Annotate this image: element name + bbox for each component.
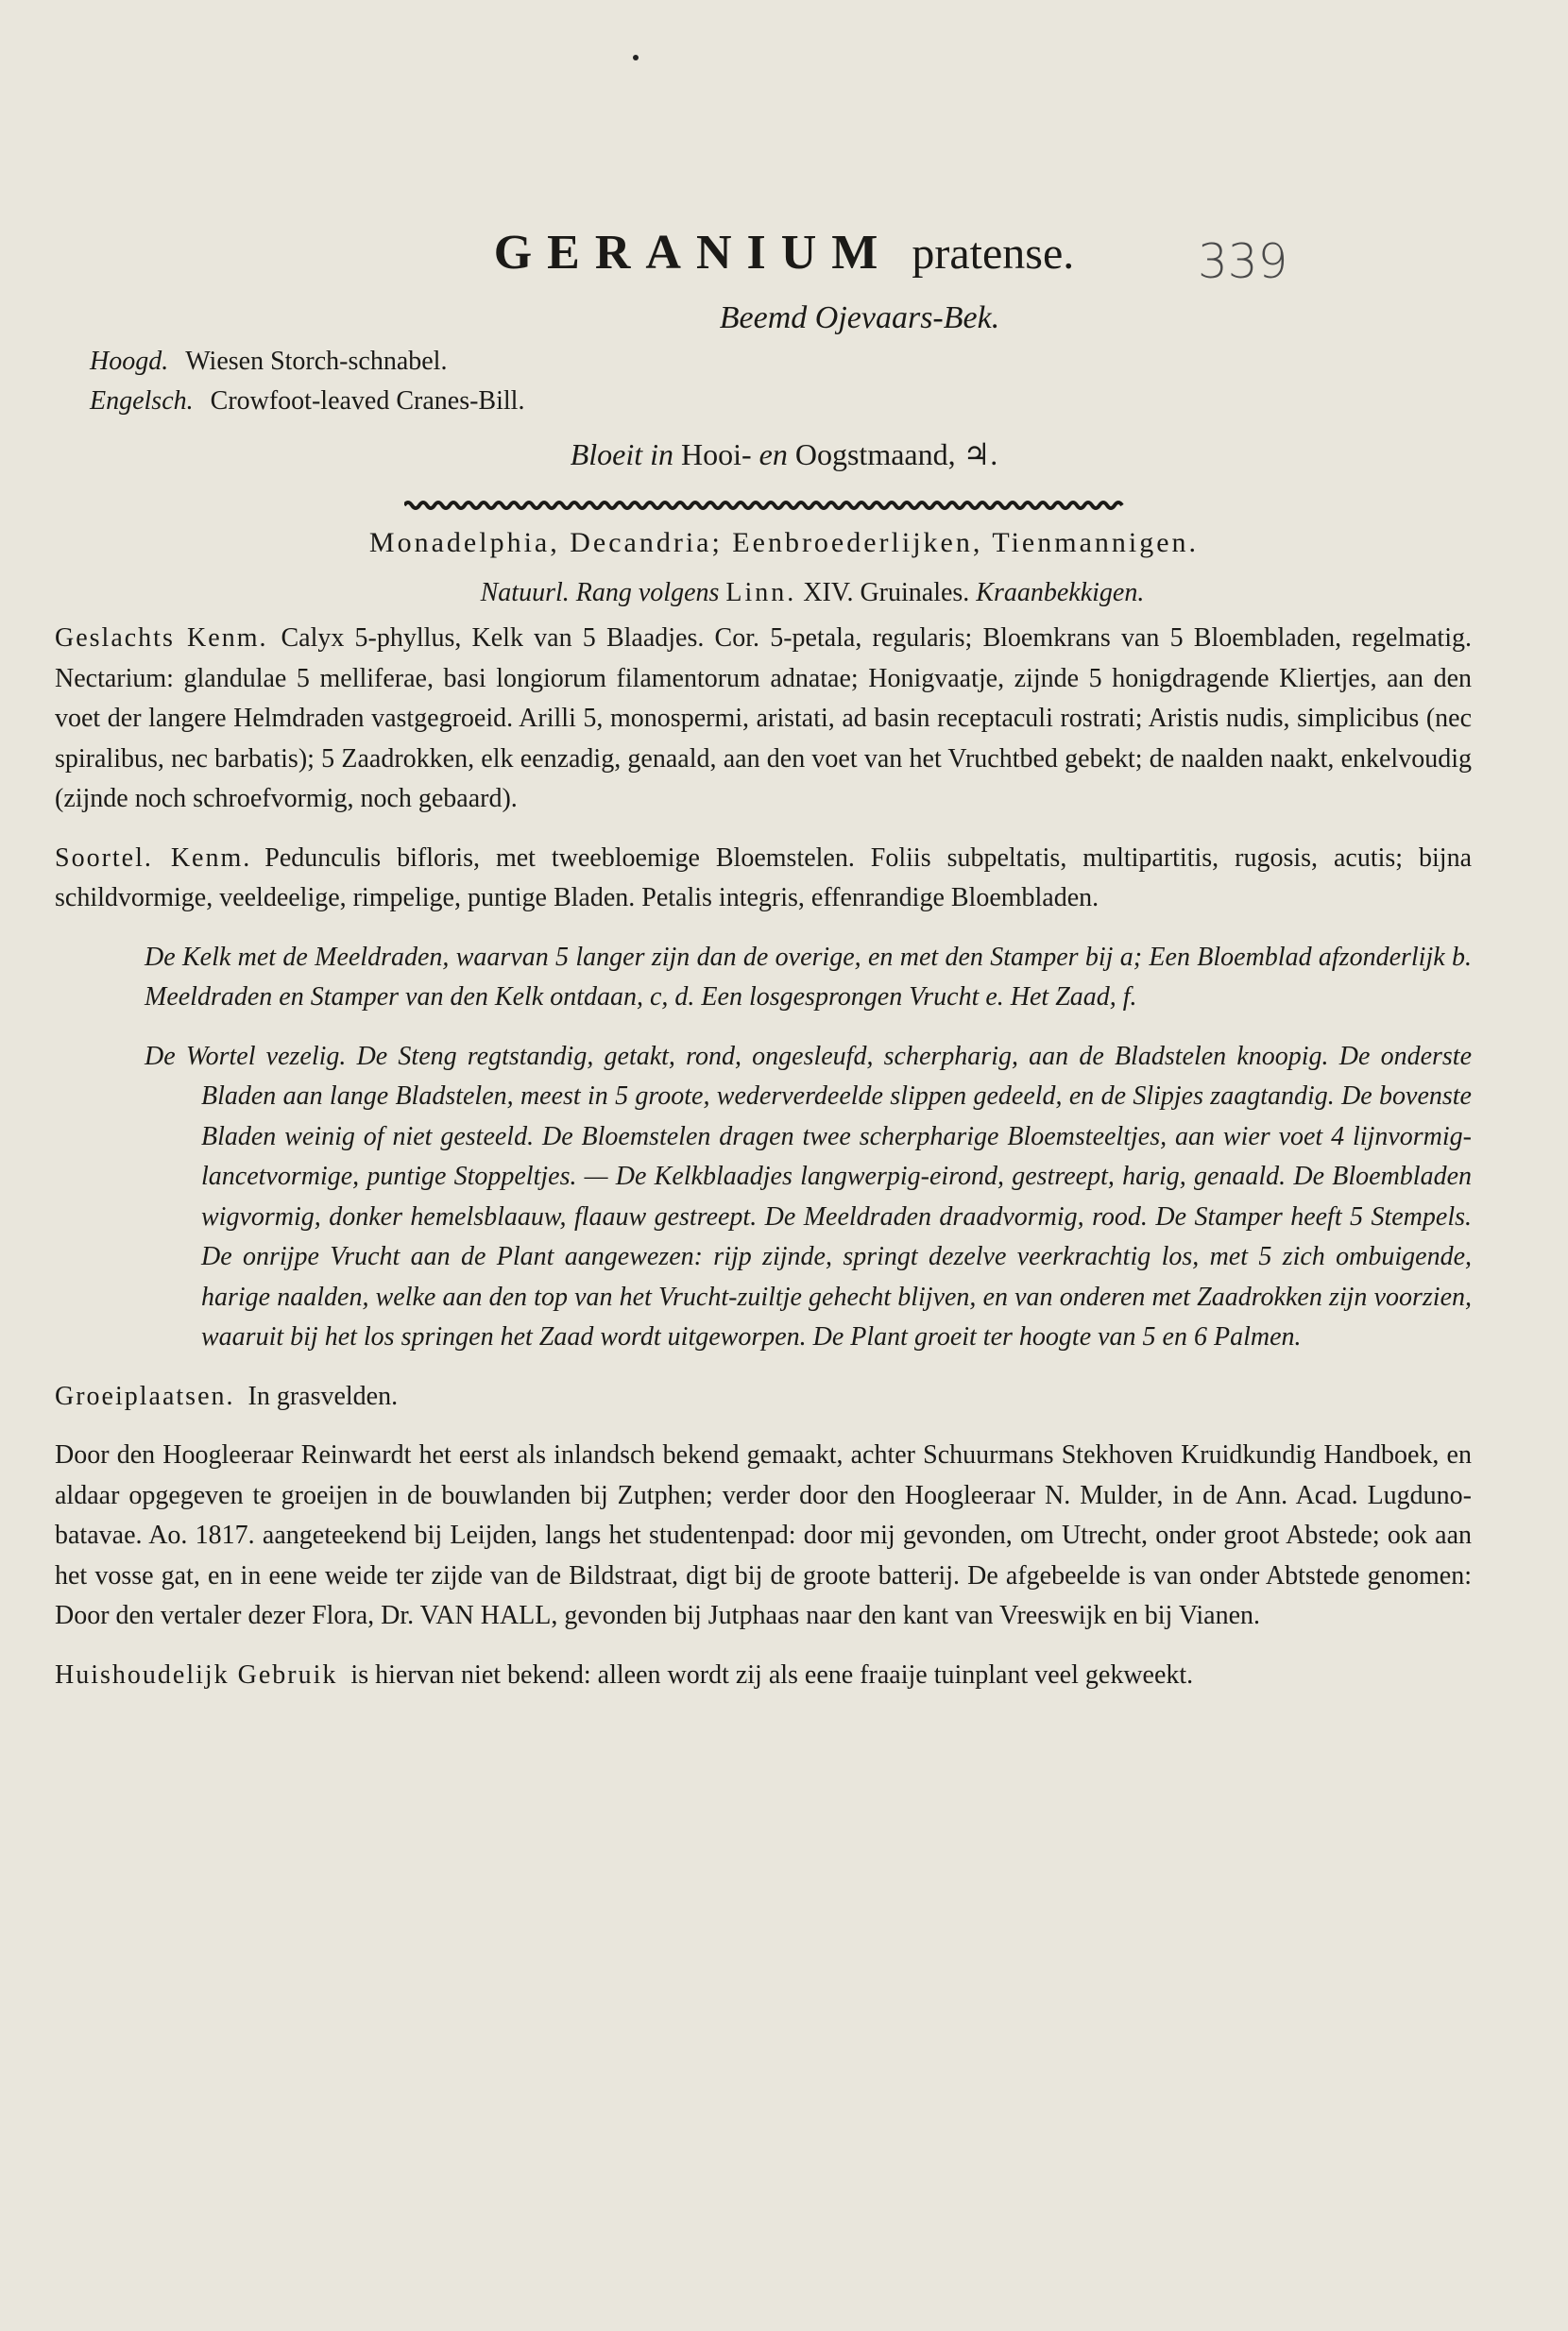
section-label: Soortel. Kenm. — [55, 842, 252, 873]
section-label: Geslachts Kenm. — [55, 623, 268, 653]
rank-number: XIV. — [803, 578, 854, 607]
section-label: Huishoudelijk Gebruik — [55, 1659, 338, 1690]
linnaean-classification: Monadelphia, Decandria; Eenbroederlijken, Tienmannigen. — [368, 527, 1200, 558]
bloom-period — [0, 436, 1568, 472]
section-text: In grasvelden. — [247, 1381, 399, 1411]
bloom-prefix: Bloeit in — [570, 437, 673, 471]
habitat — [55, 1377, 1472, 1418]
section-text: Pedunculis bifloris, met tweebloemige Bloemstelen. Foliis subpeltatis, multipartitis, rugosis, acutis; bijna schildvormige, veeldeelige, rimpelige, puntige Bladen. Petalis integris, effenrandige Bloembladen. — [55, 842, 1472, 912]
distribution: Door den Hoogleeraar Reinwardt het eerst als inlandsch bekend gemaakt, achter Schuurmans Stekhoven Kruidkundig Handboek, en aldaar opgegeven te groeijen in de bouwlanden bij Zutphen; verder door den Hoogleeraar N. Mulder, in de Ann. Acad. Lugduno-batavae. Ao. 1817. aangeteekend bij Leijden, langs het studentenpad: door mij gevonden, om Utrecht, onder groot Abstede; ook aan het vosse gat, en in eene weide ter zijde van de Bildstraat, digt bij de groote batterij. De afgebeelde is van onder Abtstede genomen: Door den vertaler dezer Flora, Dr. VAN HALL, gevonden bij Jutphaas naar den kant van Vreeswijk en bij Vianen. — [55, 1440, 1472, 1630]
common-name-german — [90, 342, 524, 382]
figure-legend: De Kelk met de Meeldraden, waarvan 5 langer zijn dan de overige, en met den Stamper bij a; Een Bloemblad afzonderlijk b. Meeldraden en Stamper van den Kelk ontdaan, c, d. Een losgesprongen Vrucht e. Het Zaad, f. — [145, 942, 1472, 1012]
section-text: is hiervan niet bekend: alleen wordt zij als eene fraaije tuinplant veel gekweekt. — [350, 1659, 1194, 1690]
bloom-month-b: Oogstmaand — [794, 437, 948, 471]
rank-family-latin: Gruinales. — [860, 578, 970, 607]
plant-description: De Wortel vezelig. De Steng regtstandig, getakt, rond, ongesleufd, scherpharig, aan de Bladstelen knoopig. De onderste Bladen aan lange Bladstelen, meest in 5 groote, wederverdeelde slippen gedeeld, en de Slipjes zaagtandig. De bovenste Bladen weinig of niet gesteeld. De Bloemstelen dragen twee scherpharige Bloemsteeltjes, aan wier voet 4 lijnvormig-lancetvormige, puntige Stoppeltjes. — De Kelkblaadjes langwerpig-eirond, gestreept, harig, genaald. De Bloembladen wigvormig, donker hemelsblaauw, flaauw gestreept. De Meeldraden draadvormig, rood. De Stamper heeft 5 Stempels. De onrijpe Vrucht aan de Plant aangewezen: rijp zijnde, springt dezelve veerkrachtig los, met 5 zich ombuigende, harige naalden, welke aan den top van het Vrucht-zuiltje gehecht blijven, en van onderen met Zaadrokken zijn voorzien, waaruit bij het los springen het Zaad wordt uitgeworpen. De Plant groeit ter hoogte van 5 en 6 Palmen. — [145, 1041, 1472, 1352]
rank-family-dutch: Kraanbekkigen. — [976, 578, 1145, 607]
species-characters — [55, 839, 1472, 919]
common-names-list — [90, 342, 524, 421]
language-label: Hoogd. — [90, 347, 169, 376]
ornamental-divider — [404, 499, 1124, 512]
bloom-month-a: Hooi- — [681, 437, 752, 471]
genus-characters — [55, 619, 1472, 820]
body-text — [55, 619, 1472, 1714]
rank-label: Natuurl. Rang volgens — [480, 578, 720, 607]
bloom-connector: en — [758, 437, 788, 471]
genus-name: GERANIUM — [493, 226, 894, 280]
natural-rank — [0, 578, 1568, 608]
household-use — [55, 1656, 1472, 1696]
ink-dot — [633, 55, 639, 60]
rank-author: Linn. — [725, 578, 797, 607]
species-name: pratense. — [912, 229, 1075, 279]
section-text: Calyx 5-phyllus, Kelk van 5 Blaadjes. Cor. 5-petala, regularis; Bloemkrans van 5 Bloembladen, regelmatig. Nectarium: glandulae 5 melliferae, basi longiorum filamentorum adnatae; Honigvaatje, zijnde 5 honigdragende Kliertjes, aan den voet der langere Helmdraden vastgegroeid. Arilli 5, monospermi, aristati, ad basin receptaculi rostrati; Aristis nudis, simplicibus (nec spiralibus, nec barbatis); 5 Zaadrokken, elk eenzadig, genaald, aan den voet van het Vruchtbed gebekt; de naalden naakt, enkelvoudig (zijnde noch schroefvormig, noch gebaard). — [55, 623, 1472, 813]
plant-title — [0, 225, 1568, 281]
handwritten-page-number: 339 — [1198, 234, 1288, 289]
language-label: Engelsch. — [90, 386, 194, 416]
common-name-text: Crowfoot-leaved Cranes-Bill. — [210, 386, 525, 416]
common-name-text: Wiesen Storch-schnabel. — [185, 347, 448, 376]
section-label: Groeiplaatsen. — [55, 1381, 235, 1411]
dutch-common-name: Beemd Ojevaars-Bek. — [719, 300, 1000, 335]
common-name-english — [90, 382, 524, 421]
perennial-symbol: , ♃. — [947, 437, 998, 471]
